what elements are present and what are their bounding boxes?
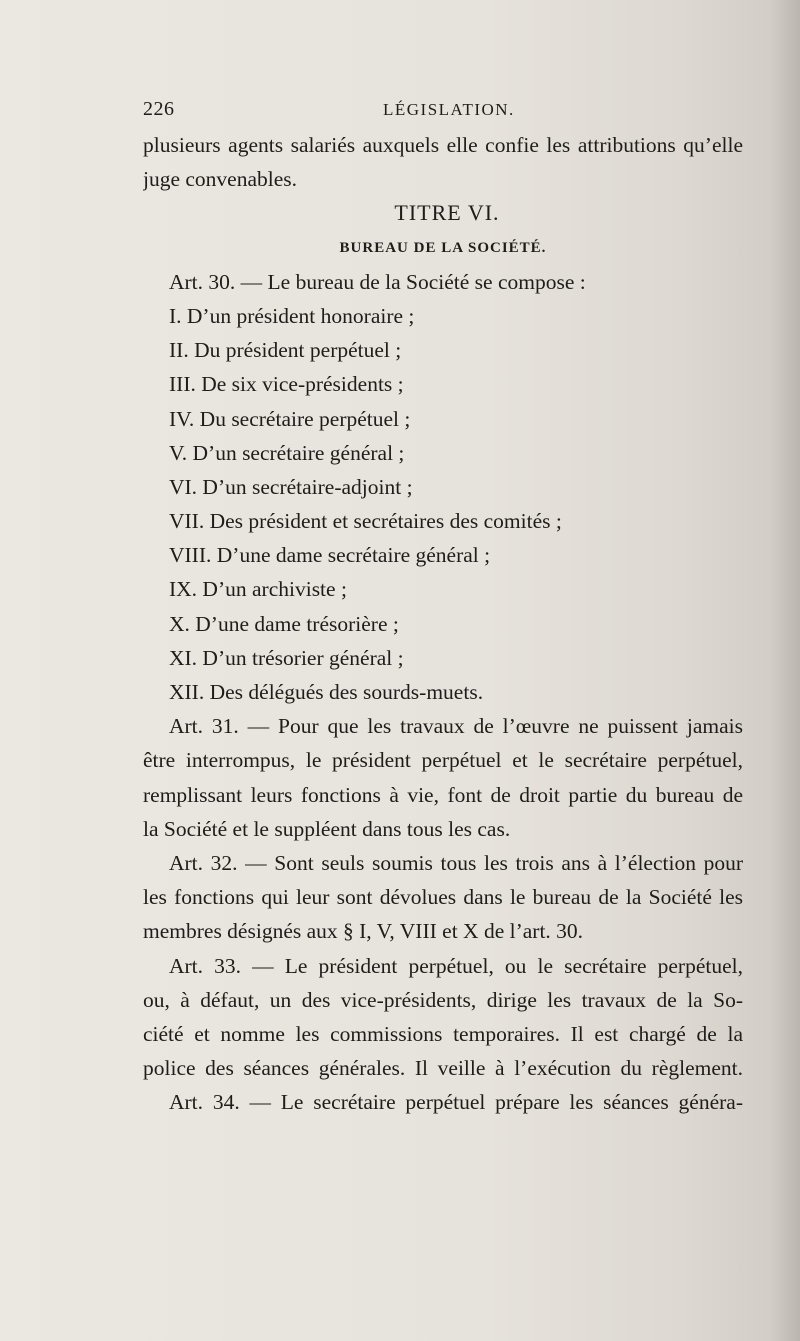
text-line: les fonctions qui leur sont dévolues dans le bureau de la Société les bbox=[143, 885, 743, 910]
page-header bbox=[143, 98, 743, 128]
section-title: TITRE VI. bbox=[394, 200, 500, 226]
article-line: Art. 34. — Le secrétaire perpétuel prépare les séances généra- bbox=[169, 1090, 743, 1115]
page-body bbox=[143, 128, 743, 1119]
list-item: VI. D’un secrétaire-adjoint ; bbox=[169, 474, 413, 499]
list-item: I. D’un président honoraire ; bbox=[169, 303, 415, 328]
page-number: 226 bbox=[143, 98, 175, 120]
list-item: III. De six vice-présidents ; bbox=[169, 372, 404, 397]
section-subtitle: BUREAU DE LA SOCIÉTÉ. bbox=[339, 239, 547, 256]
list-item: VIII. D’une dame secrétaire général ; bbox=[169, 543, 491, 568]
text-line: ou, à défaut, un des vice-présidents, dirige les travaux de la So- bbox=[143, 987, 743, 1012]
list-item: XI. D’un trésorier général ; bbox=[169, 645, 404, 670]
article-line: Art. 32. — Sont seuls soumis tous les trois ans à l’élection pour bbox=[169, 850, 743, 875]
list-item: II. Du président perpétuel ; bbox=[169, 338, 402, 363]
text-line: juge convenables. bbox=[143, 167, 298, 192]
text-line: membres désignés aux § I, V, VIII et X de l’art. 30. bbox=[143, 919, 584, 944]
text-line: ciété et nomme les commissions temporaires. Il est chargé de la bbox=[143, 1021, 743, 1046]
article-line: Art. 31. — Pour que les travaux de l’œuvre ne puissent jamais bbox=[169, 714, 743, 739]
list-item: XII. Des délégués des sourds-muets. bbox=[169, 680, 484, 704]
page-gutter-shadow bbox=[770, 0, 800, 1341]
text-line: police des séances générales. Il veille à l’exécution du règlement. bbox=[143, 1056, 743, 1081]
text-line: plusieurs agents salariés auxquels elle confie les attributions qu’elle bbox=[143, 133, 743, 157]
list-item: VII. Des président et secrétaires des comités ; bbox=[169, 509, 562, 534]
article-line: Art. 30. — Le bureau de la Société se compose : bbox=[169, 269, 586, 294]
article-line: Art. 33. — Le président perpétuel, ou le secrétaire perpétuel, bbox=[169, 953, 743, 978]
text-line: remplissant leurs fonctions à vie, font de droit partie du bureau de bbox=[143, 782, 743, 807]
text-line: la Société et le suppléent dans tous les cas. bbox=[143, 816, 511, 841]
text-line: être interrompus, le président perpétuel et le secrétaire perpétuel, bbox=[143, 748, 743, 773]
list-item: X. D’une dame trésorière ; bbox=[169, 611, 399, 636]
running-head: LÉGISLATION. bbox=[383, 100, 515, 119]
list-item: IV. Du secrétaire perpétuel ; bbox=[169, 406, 411, 431]
list-item: IX. D’un archiviste ; bbox=[169, 577, 347, 602]
list-item: V. D’un secrétaire général ; bbox=[169, 440, 405, 465]
